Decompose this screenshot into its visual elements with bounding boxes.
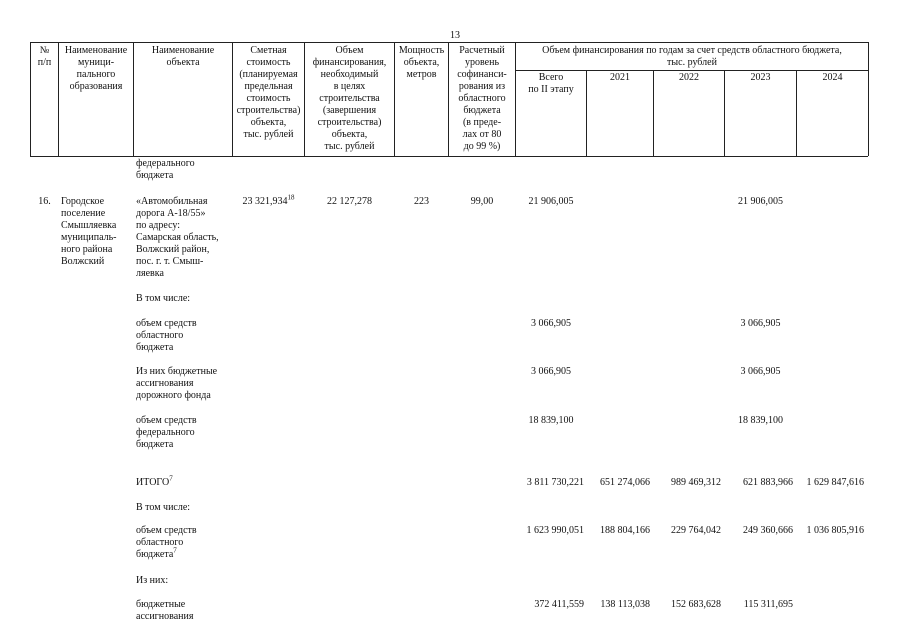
row16-estimate-footnote: 18 [287,193,295,202]
row16-municipality: Городское поселение Смышляевка муниципаль- ного района Волжский [61,196,117,267]
itogo-regional-2023: 249 360,666 [743,525,793,536]
header-col-capacity: Мощность объекта, метров [398,45,445,80]
itogo-2021: 651 274,066 [600,477,650,488]
header-col-num: № п/п [37,45,52,68]
header-col-2021: 2021 [610,72,630,83]
itogo-budget-2022: 152 683,628 [671,599,721,610]
itogo-footnote: 7 [169,474,173,483]
row16-2023: 21 906,005 [738,196,783,207]
itogo-regional-label [136,525,232,561]
itogo-label-text: ИТОГО [136,477,170,488]
header-col-municipality: Наименование муници- пального образования [64,45,128,92]
row16-capacity: 223 [414,196,429,207]
row16-estimate-value: 23 321,934 [242,196,288,207]
itogo-total: 3 811 730,221 [526,477,584,488]
itogo-regional-footnote: 7 [173,546,177,555]
header-col-years-group: Объем финансирования по годам за счет средств областного бюджета, тыс. рублей [542,45,842,68]
itogo-budget-label: бюджетные ассигнования [136,599,194,622]
row16-num: 16. [38,196,51,207]
itogo-2024: 1 629 847,616 [806,477,864,488]
row16-road-fund-total: 3 066,905 [531,366,571,377]
itogo-regional-2024: 1 036 805,916 [806,525,864,536]
header-col-2024: 2024 [822,72,843,83]
row16-object: «Автомобильная дорога А-18/55» по адресу: Самарская область, Волжский район, пос. г. т. Смыш- ляевка [136,196,219,279]
header-col-total: Всего по II этапу [528,72,574,95]
row16-cofinancing: 99,00 [470,196,494,207]
row16-estimate [233,193,304,208]
itogo-regional-2021: 188 804,166 [600,525,650,536]
itogo-budget-2021: 138 113,038 [600,599,650,610]
header-col-object: Наименование объекта [151,45,215,68]
row16-regional-label: объем средств областного бюджета [136,318,197,353]
itogo-regional-2022: 229 764,042 [671,525,721,536]
header-col-cofinancing: Расчетный уровень софинанси- рования из областного бюджета (в преде- лах от 80 до 99 %) [457,45,507,152]
carryover-text: федерального бюджета [136,158,195,181]
row16-financing-volume: 22 127,278 [327,196,372,207]
header-col-2022: 2022 [679,72,699,83]
row16-road-fund-label: Из них бюджетные ассигнования дорожного фонда [136,366,218,401]
header-col-financing-volume: Объем финансирования, необходимый в целях строительства (завершения строительства) объекта, тыс. рублей [312,45,387,152]
itogo-regional-total: 1 623 990,051 [526,525,584,536]
row16-federal-total: 18 839,100 [528,415,574,426]
page-number: 13 [450,30,460,41]
itogo-2022: 989 469,312 [671,477,721,488]
row16-road-fund-2023: 3 066,905 [740,366,781,377]
itogo-label [136,474,173,489]
header-col-2023: 2023 [750,72,771,83]
itogo-regional-label-text: объем средств областного бюджета [136,525,197,560]
row16-federal-2023: 18 839,100 [738,415,783,426]
row16-including-label: В том числе: [136,293,191,304]
row16-total: 21 906,005 [528,196,574,207]
row16-regional-total: 3 066,905 [531,318,571,329]
itogo-including-label: В том числе: [136,502,191,513]
itogo-budget-total: 372 411,559 [534,599,584,610]
itogo-2023: 621 883,966 [743,477,793,488]
row16-federal-label: объем средств федерального бюджета [136,415,197,450]
itogo-budget-2023: 115 311,695 [743,599,793,610]
row16-regional-2023: 3 066,905 [740,318,781,329]
itogo-of-them-label: Из них: [136,575,169,586]
header-col-estimate: Сметная стоимость (планируемая предельная стоимость строительства) объекта, тыс. рублей [236,45,301,140]
